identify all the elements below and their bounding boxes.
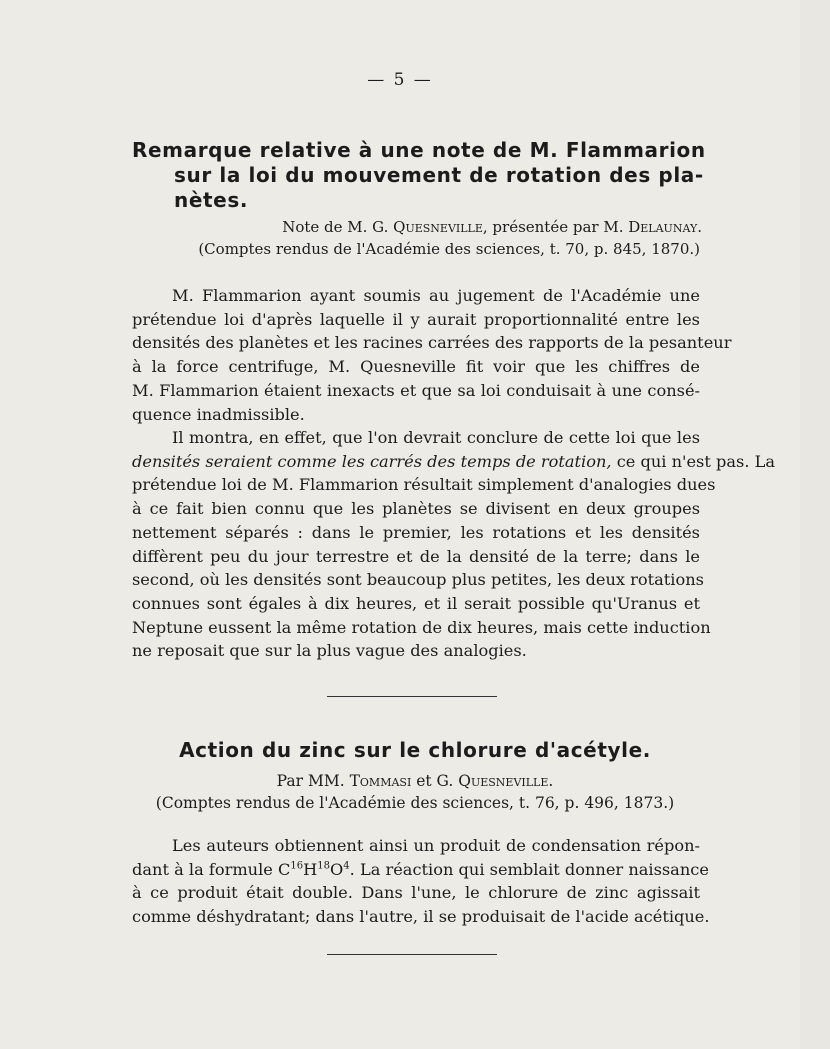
text-line: M. Flammarion étaient inexacts et que sa loi conduisait à une consé- — [132, 380, 700, 400]
section1-title-line: Remarque relative à une note de M. Flammarion — [132, 138, 706, 162]
text-line: densités des planètes et les racines carrées des rapports de la pesanteur — [132, 333, 732, 353]
section1-byline-note — [132, 216, 702, 238]
superscript: 16 — [290, 860, 304, 872]
byline-text: . — [548, 772, 554, 790]
superscript: 18 — [317, 860, 330, 872]
section1-title — [132, 138, 712, 213]
text-line: comme déshydratant; dans l'autre, il se produisait de l'acide acétique. — [132, 907, 710, 927]
text-line: diffèrent peu du jour terrestre et de la densité de la terre; dans le — [132, 546, 700, 566]
text-line: M. Flammarion ayant soumis au jugement de l'Académie une — [172, 286, 700, 305]
byline-text: Par MM. — [276, 772, 350, 790]
text-line: Il montra, en effet, que l'on devrait conclure de cette loi que les — [172, 428, 700, 447]
author-name: Tommasi — [349, 772, 412, 790]
byline-text: . — [697, 218, 702, 236]
text-line: quence inadmissible. — [132, 404, 305, 424]
presenter-name: Delaunay — [628, 218, 698, 236]
text-fragment: O — [330, 859, 344, 879]
text-line: connues sont égales à dix heures, et il serait possible qu'Uranus et — [132, 593, 700, 613]
text-fragment: ce qui n'est pas. La — [611, 451, 776, 471]
italic-phrase: densités seraient comme les carrés des temps de rotation, — [132, 451, 612, 471]
superscript: 4 — [343, 860, 350, 872]
text-line: prétendue loi de M. Flammarion résultait simplement d'analogies dues — [132, 475, 716, 495]
text-line: à la force centrifuge, M. Quesneville fit voir que les chiffres de — [132, 357, 700, 377]
section1-title-line: sur la loi du mouvement de rotation des pla- — [174, 163, 704, 187]
text-line: ne reposait que sur la plus vague des analogies. — [132, 641, 527, 661]
text-fragment: H — [303, 859, 318, 879]
text-line: nettement séparés : dans le premier, les rotations et les densités — [132, 522, 700, 542]
byline-text: Note de M. G. — [282, 218, 394, 236]
text-fragment: dant à la formule C — [132, 859, 291, 879]
text-line: prétendue loi d'après laquelle il y aurait proportionnalité entre les — [132, 309, 700, 329]
section-divider — [327, 954, 497, 955]
section2-byline — [0, 770, 830, 792]
text-line: à ce fait bien connu que les planètes se divisent en deux groupes — [132, 499, 700, 519]
section2-title: Action du zinc sur le chlorure d'acétyle. — [179, 738, 651, 762]
text-line: second, où les densités sont beaucoup plus petites, les deux rotations — [132, 570, 704, 590]
text-line — [132, 450, 776, 474]
text-line — [132, 858, 709, 882]
section2-paragraph — [132, 834, 710, 929]
text-fragment: . La réaction qui semblait donner naissance — [349, 859, 709, 879]
author-name: Quesneville — [458, 772, 549, 790]
section1-paragraph-2 — [132, 426, 776, 663]
section-divider — [327, 696, 497, 697]
page-number: — 5 — — [367, 70, 433, 90]
text-line: Les auteurs obtiennent ainsi un produit de condensation répon- — [172, 836, 700, 855]
section2-source: (Comptes rendus de l'Académie des sciences, t. 76, p. 496, 1873.) — [155, 794, 675, 812]
section1-source: (Comptes rendus de l'Académie des sciences, t. 70, p. 845, 1870.) — [198, 240, 700, 258]
text-line: à ce produit était double. Dans l'une, le chlorure de zinc agissait — [132, 883, 700, 903]
byline-text: et G. — [411, 772, 459, 790]
section1-title-line: nètes. — [174, 188, 249, 212]
byline-text: , présentée par M. — [482, 218, 629, 236]
author-name: Quesneville — [393, 218, 483, 236]
text-line: Neptune eussent la même rotation de dix heures, mais cette induction — [132, 617, 711, 637]
section1-paragraph-1 — [132, 284, 732, 426]
